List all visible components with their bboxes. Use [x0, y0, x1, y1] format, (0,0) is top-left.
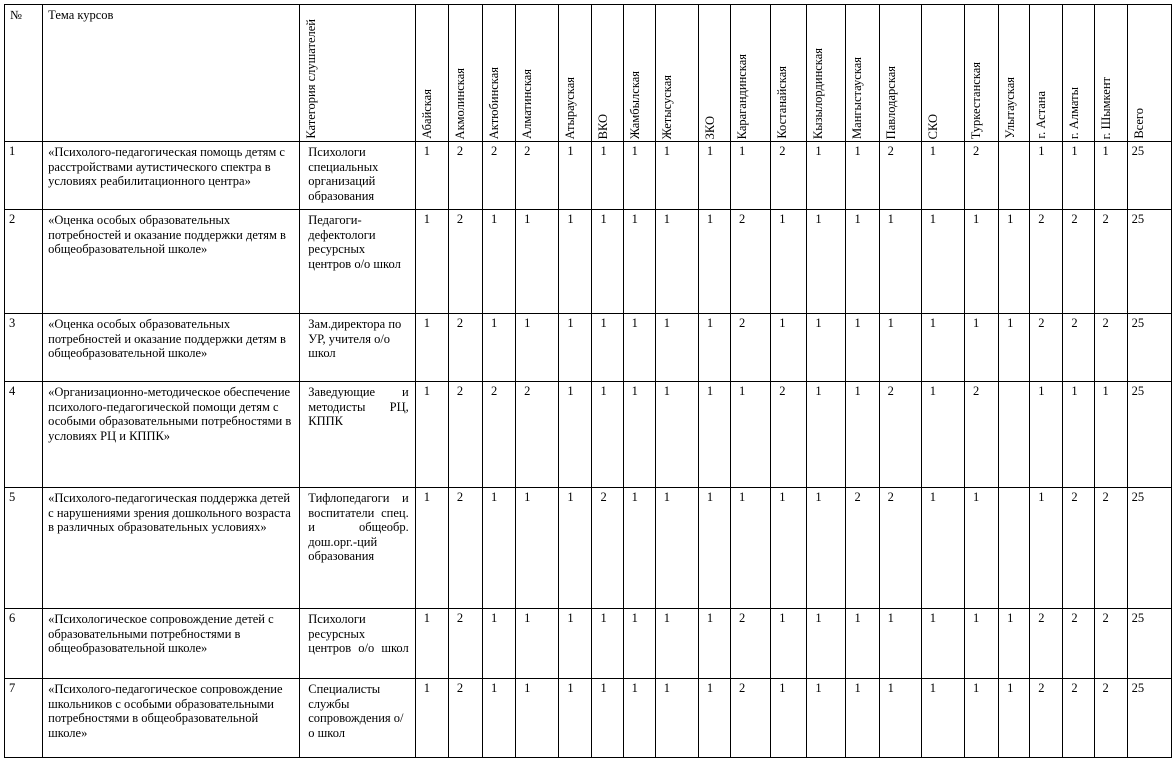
region-value-cell: 1 — [999, 679, 1030, 758]
region-value-cell: 1 — [559, 609, 592, 679]
region-value-cell: 1 — [807, 142, 846, 210]
region-value-cell: 2 — [448, 488, 482, 609]
region-value-cell: 2 — [731, 314, 771, 382]
region-value-cell: 1 — [623, 382, 655, 488]
total-cell: 25 — [1127, 382, 1171, 488]
region-value-cell: 2 — [1030, 679, 1063, 758]
region-value-cell: 1 — [964, 314, 998, 382]
region-value-cell: 2 — [846, 488, 879, 609]
region-value-cell: 1 — [592, 314, 623, 382]
region-value-cell: 1 — [415, 679, 448, 758]
header-region: Атырауская — [559, 5, 592, 142]
listener-category: Тифлопедагоги и воспитатели спец. и общеобр. дош.орг.-ций образования — [300, 488, 415, 609]
region-value-cell: 1 — [698, 314, 730, 382]
table-row — [5, 679, 1172, 758]
total-cell: 25 — [1127, 314, 1171, 382]
region-value-cell: 2 — [592, 488, 623, 609]
region-value-cell: 1 — [592, 142, 623, 210]
region-value-cell: 1 — [807, 314, 846, 382]
course-topic: «Психолого-педагогическая помощь детям с расстройствами аутистического спектра в условиях реабилитационного центра» — [43, 142, 300, 210]
course-topic: «Организационно-методическое обеспечение психолого-педагогической помощи детям с особыми образовательными потребностями в условиях РЦ и КППК» — [43, 382, 300, 488]
region-value-cell: 2 — [1063, 679, 1094, 758]
region-value-cell: 1 — [1094, 382, 1127, 488]
region-value-cell: 1 — [698, 382, 730, 488]
region-value-cell: 1 — [771, 679, 807, 758]
region-value-cell: 1 — [483, 609, 516, 679]
region-value-cell: 1 — [623, 488, 655, 609]
region-value-cell: 2 — [1094, 609, 1127, 679]
courses-table — [4, 4, 1172, 758]
total-cell: 25 — [1127, 210, 1171, 314]
region-value-cell: 1 — [655, 679, 698, 758]
region-value-cell: 2 — [731, 609, 771, 679]
region-value-cell: 1 — [592, 679, 623, 758]
header-num: № — [5, 5, 43, 142]
region-value-cell: 2 — [483, 142, 516, 210]
region-value-cell: 1 — [655, 609, 698, 679]
listener-category: Психологи ресурсных центров о/о школ — [300, 609, 415, 679]
table-row — [5, 314, 1172, 382]
region-value-cell: 2 — [879, 142, 921, 210]
region-value-cell: 1 — [807, 488, 846, 609]
region-value-cell: 1 — [964, 488, 998, 609]
listener-category: Специалисты службы сопровождения о/о школ — [300, 679, 415, 758]
region-value-cell: 1 — [592, 382, 623, 488]
region-value-cell: 1 — [559, 488, 592, 609]
region-value-cell: 2 — [1063, 210, 1094, 314]
region-value-cell: 1 — [921, 609, 964, 679]
region-value-cell: 1 — [592, 210, 623, 314]
region-value-cell: 2 — [448, 609, 482, 679]
region-value-cell: 1 — [846, 142, 879, 210]
region-value-cell: 1 — [921, 314, 964, 382]
region-value-cell: 1 — [698, 679, 730, 758]
region-value-cell: 1 — [921, 142, 964, 210]
header-region: СКО — [921, 5, 964, 142]
header-region: Кызылординская — [807, 5, 846, 142]
region-value-cell: 1 — [516, 488, 559, 609]
region-value-cell: 1 — [698, 609, 730, 679]
region-value-cell: 1 — [879, 314, 921, 382]
region-value-cell: 1 — [623, 609, 655, 679]
region-value-cell: 1 — [846, 210, 879, 314]
header-region: Акмолинская — [448, 5, 482, 142]
table-row — [5, 382, 1172, 488]
region-value-cell: 1 — [516, 609, 559, 679]
header-region: г. Астана — [1030, 5, 1063, 142]
header-region: Жамбылская — [623, 5, 655, 142]
region-value-cell: 1 — [879, 210, 921, 314]
region-value-cell: 1 — [999, 210, 1030, 314]
region-value-cell: 1 — [921, 488, 964, 609]
region-value-cell: 1 — [655, 210, 698, 314]
region-value-cell: 2 — [964, 142, 998, 210]
region-value-cell: 2 — [1094, 679, 1127, 758]
region-value-cell: 2 — [448, 210, 482, 314]
region-value-cell: 2 — [879, 382, 921, 488]
total-cell: 25 — [1127, 142, 1171, 210]
region-value-cell: 1 — [1030, 488, 1063, 609]
region-value-cell: 1 — [483, 679, 516, 758]
region-value-cell: 1 — [879, 609, 921, 679]
region-value-cell: 1 — [846, 679, 879, 758]
region-value-cell: 1 — [623, 679, 655, 758]
table-row — [5, 142, 1172, 210]
region-value-cell: 1 — [807, 210, 846, 314]
course-topic: «Оценка особых образовательных потребностей и оказание поддержки детям в общеобразовательной школе» — [43, 210, 300, 314]
region-value-cell: 1 — [964, 679, 998, 758]
region-value-cell: 1 — [655, 142, 698, 210]
region-value-cell: 1 — [483, 314, 516, 382]
region-value-cell: 1 — [698, 488, 730, 609]
region-value-cell: 1 — [921, 679, 964, 758]
header-region: Всего — [1127, 5, 1171, 142]
course-topic: «Оценка особых образовательных потребностей и оказание поддержки детям в общеобразовательной школе» — [43, 314, 300, 382]
header-region: Карагандинская — [731, 5, 771, 142]
region-value-cell: 1 — [516, 210, 559, 314]
region-value-cell: 2 — [1063, 488, 1094, 609]
region-value-cell: 2 — [731, 210, 771, 314]
region-value-cell: 1 — [1094, 142, 1127, 210]
region-value-cell: 1 — [559, 679, 592, 758]
region-value-cell: 1 — [731, 142, 771, 210]
region-value-cell: 2 — [1094, 488, 1127, 609]
region-value-cell: 2 — [964, 382, 998, 488]
region-value-cell: 1 — [623, 210, 655, 314]
region-value-cell: 1 — [807, 679, 846, 758]
region-value-cell: 1 — [1030, 382, 1063, 488]
table-row — [5, 488, 1172, 609]
row-number: 1 — [5, 142, 43, 210]
region-value-cell: 1 — [846, 314, 879, 382]
region-value-cell: 1 — [655, 488, 698, 609]
region-value-cell: 1 — [807, 609, 846, 679]
region-value-cell: 1 — [483, 210, 516, 314]
region-value-cell: 1 — [655, 382, 698, 488]
region-value-cell: 1 — [846, 382, 879, 488]
header-region: ЗКО — [698, 5, 730, 142]
region-value-cell: 2 — [1094, 314, 1127, 382]
region-value-cell: 1 — [698, 142, 730, 210]
region-value-cell: 1 — [559, 382, 592, 488]
region-value-cell: 1 — [999, 314, 1030, 382]
region-value-cell: 2 — [771, 142, 807, 210]
region-value-cell: 1 — [771, 488, 807, 609]
region-value-cell: 2 — [516, 382, 559, 488]
header-region: Туркестанская — [964, 5, 998, 142]
region-value-cell: 2 — [1063, 609, 1094, 679]
region-value-cell — [999, 382, 1030, 488]
header-region: Абайская — [415, 5, 448, 142]
region-value-cell: 2 — [516, 142, 559, 210]
region-value-cell: 2 — [448, 142, 482, 210]
row-number: 6 — [5, 609, 43, 679]
region-value-cell: 1 — [623, 314, 655, 382]
region-value-cell: 1 — [999, 609, 1030, 679]
region-value-cell: 1 — [1063, 142, 1094, 210]
region-value-cell: 1 — [483, 488, 516, 609]
region-value-cell: 2 — [448, 382, 482, 488]
region-value-cell: 1 — [415, 382, 448, 488]
course-topic: «Психологическое сопровождение детей с образовательными потребностями в общеобразовательной школе» — [43, 609, 300, 679]
table-row — [5, 210, 1172, 314]
region-value-cell: 2 — [1063, 314, 1094, 382]
region-value-cell: 1 — [415, 314, 448, 382]
region-value-cell — [999, 488, 1030, 609]
region-value-cell: 1 — [559, 142, 592, 210]
region-value-cell: 1 — [415, 488, 448, 609]
header-region: г. Алматы — [1063, 5, 1094, 142]
region-value-cell: 1 — [516, 314, 559, 382]
region-value-cell: 1 — [516, 679, 559, 758]
header-region: Алматинская — [516, 5, 559, 142]
header-region: Костанайская — [771, 5, 807, 142]
region-value-cell: 1 — [655, 314, 698, 382]
header-region: Жетысуская — [655, 5, 698, 142]
region-value-cell: 1 — [623, 142, 655, 210]
total-cell: 25 — [1127, 679, 1171, 758]
region-value-cell: 2 — [448, 314, 482, 382]
region-value-cell: 1 — [559, 210, 592, 314]
region-value-cell: 1 — [415, 142, 448, 210]
region-value-cell: 2 — [448, 679, 482, 758]
region-value-cell: 2 — [879, 488, 921, 609]
region-value-cell: 1 — [771, 314, 807, 382]
header-region: Павлодарская — [879, 5, 921, 142]
region-value-cell: 2 — [771, 382, 807, 488]
header-region: Мангыстауская — [846, 5, 879, 142]
total-cell: 25 — [1127, 488, 1171, 609]
region-value-cell: 1 — [731, 488, 771, 609]
region-value-cell — [999, 142, 1030, 210]
region-value-cell: 1 — [771, 210, 807, 314]
region-value-cell: 1 — [879, 679, 921, 758]
listener-category: Психологи специальных организаций образования — [300, 142, 415, 210]
listener-category: Педагоги-дефектологи ресурсных центров о/о школ — [300, 210, 415, 314]
region-value-cell: 2 — [1030, 314, 1063, 382]
header-region: ВКО — [592, 5, 623, 142]
region-value-cell: 1 — [698, 210, 730, 314]
region-value-cell: 2 — [731, 679, 771, 758]
region-value-cell: 1 — [1063, 382, 1094, 488]
region-value-cell: 1 — [559, 314, 592, 382]
region-value-cell: 1 — [921, 210, 964, 314]
region-value-cell: 1 — [921, 382, 964, 488]
row-number: 3 — [5, 314, 43, 382]
row-number: 7 — [5, 679, 43, 758]
row-number: 5 — [5, 488, 43, 609]
header-row — [5, 5, 1172, 142]
row-number: 4 — [5, 382, 43, 488]
header-region: Актюбинская — [483, 5, 516, 142]
table-row — [5, 609, 1172, 679]
region-value-cell: 1 — [1030, 142, 1063, 210]
region-value-cell: 2 — [483, 382, 516, 488]
region-value-cell: 1 — [771, 609, 807, 679]
region-value-cell: 1 — [846, 609, 879, 679]
header-region: Улытауская — [999, 5, 1030, 142]
region-value-cell: 1 — [964, 210, 998, 314]
region-value-cell: 1 — [415, 210, 448, 314]
region-value-cell: 2 — [1030, 609, 1063, 679]
region-value-cell: 1 — [731, 382, 771, 488]
listener-category: Заведующие и методисты РЦ, КППК — [300, 382, 415, 488]
header-category: Категория слушателей — [300, 5, 415, 142]
listener-category: Зам.директора по УР, учителя о/о школ — [300, 314, 415, 382]
region-value-cell: 1 — [964, 609, 998, 679]
header-topic: Тема курсов — [43, 5, 300, 142]
region-value-cell: 2 — [1030, 210, 1063, 314]
total-cell: 25 — [1127, 609, 1171, 679]
region-value-cell: 1 — [807, 382, 846, 488]
region-value-cell: 1 — [592, 609, 623, 679]
course-topic: «Психолого-педагогическое сопровождение школьников с особыми образовательными потребностями в общеобразовательной школе» — [43, 679, 300, 758]
header-region: г. Шымкент — [1094, 5, 1127, 142]
course-topic: «Психолого-педагогическая поддержка детей с нарушениями зрения дошкольного возраста в различных образовательных условиях» — [43, 488, 300, 609]
region-value-cell: 2 — [1094, 210, 1127, 314]
region-value-cell: 1 — [415, 609, 448, 679]
row-number: 2 — [5, 210, 43, 314]
